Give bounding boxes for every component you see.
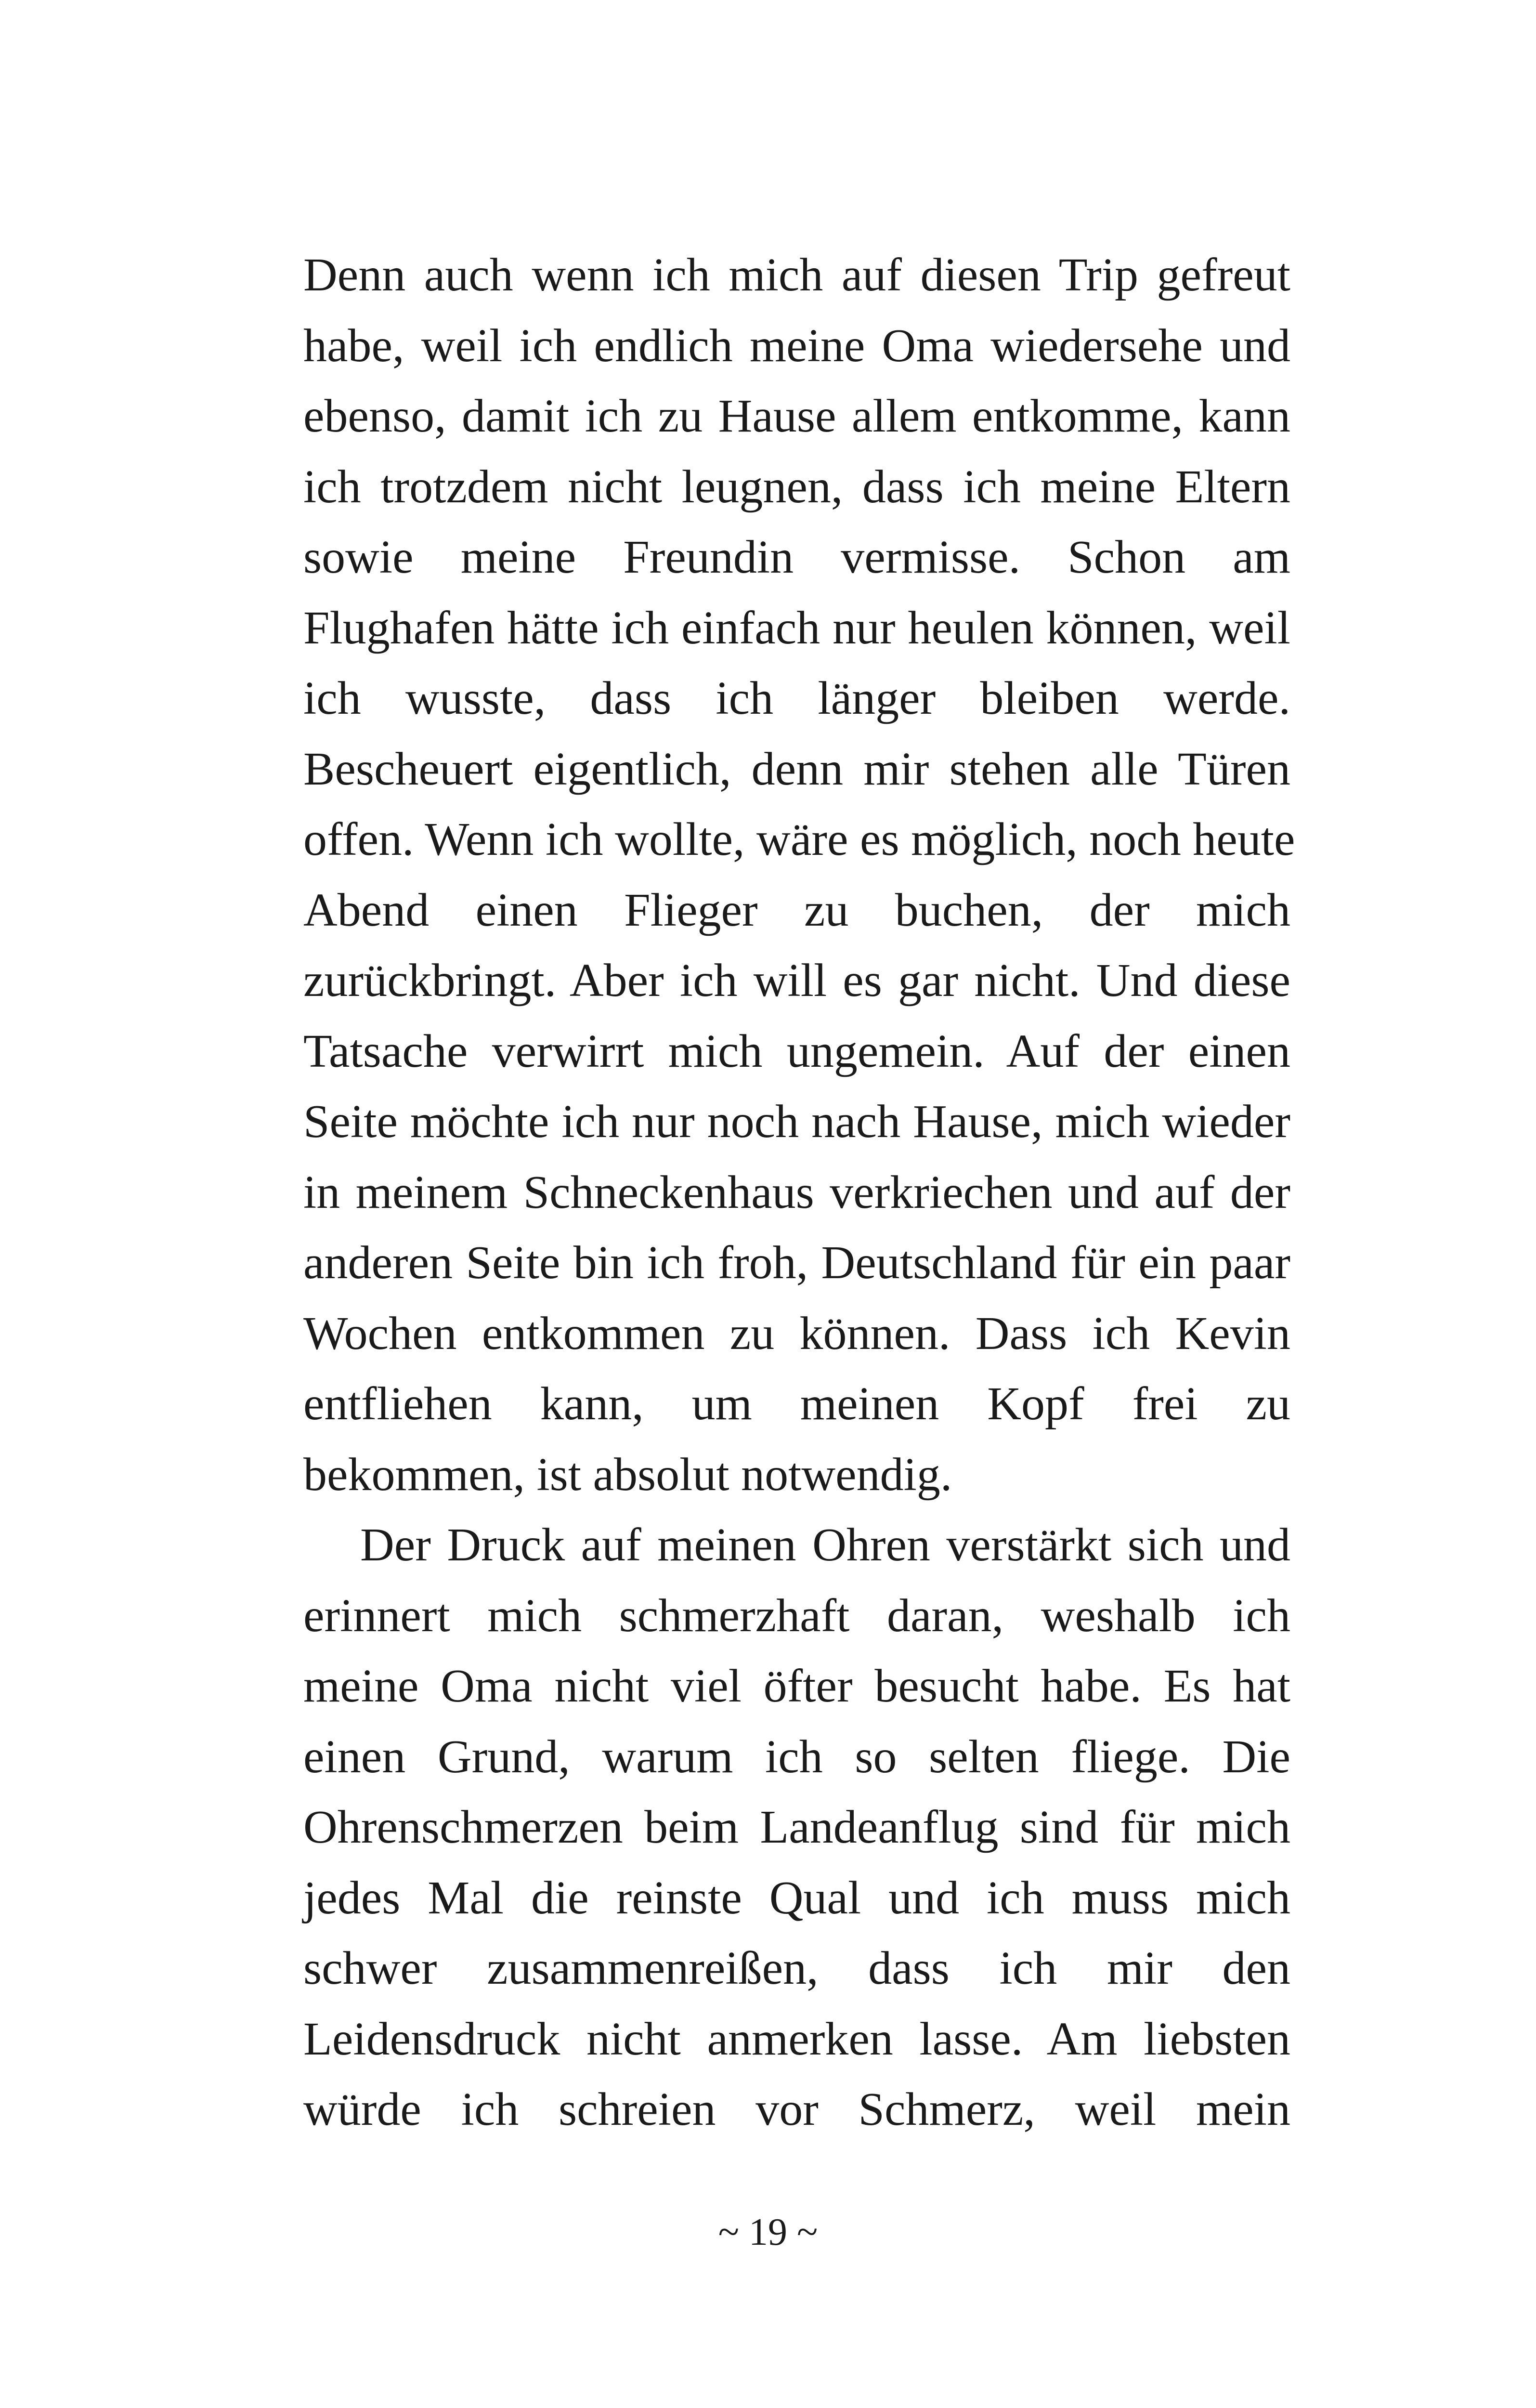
- text-line: jedes Mal die reinste Qual und ich muss mich: [303, 1871, 1290, 1924]
- text-line: ebenso, damit ich zu Hause allem entkomme, kann: [303, 390, 1290, 442]
- text-line: offen. Wenn ich wollte, wäre es möglich, noch heute: [303, 813, 1295, 865]
- text-line: Seite möchte ich nur noch nach Hause, mich wieder: [303, 1096, 1290, 1148]
- text-line: entfliehen kann, um meinen Kopf frei zu: [303, 1378, 1290, 1430]
- text-line: Bescheuert eigentlich, denn mir stehen alle Türen: [303, 743, 1290, 795]
- text-line: Tatsache verwirrt mich ungemein. Auf der einen: [303, 1025, 1290, 1077]
- text-line: Flughafen hätte ich einfach nur heulen können, weil: [303, 602, 1290, 654]
- text-line: schwer zusammenreißen, dass ich mir den: [303, 1942, 1290, 1994]
- text-line: Leidensdruck nicht anmerken lasse. Am liebsten: [303, 2013, 1290, 2065]
- page-number: ~ 19 ~: [718, 2211, 818, 2253]
- text-line: habe, weil ich endlich meine Oma wiedersehe und: [303, 319, 1290, 372]
- text-line: Der Druck auf meinen Ohren verstärkt sich und: [360, 1519, 1290, 1571]
- text-line: ich trotzdem nicht leugnen, dass ich meine Eltern: [303, 460, 1290, 513]
- text-line: Wochen entkommen zu können. Dass ich Kevin: [303, 1307, 1290, 1360]
- text-line: einen Grund, warum ich so selten fliege. Die: [303, 1730, 1290, 1783]
- text-line: ich wusste, dass ich länger bleiben werde.: [303, 672, 1290, 724]
- text-line: sowie meine Freundin vermisse. Schon am: [303, 531, 1290, 583]
- text-line: zurückbringt. Aber ich will es gar nicht. Und diese: [303, 955, 1290, 1007]
- text-line: bekommen, ist absolut notwendig.: [303, 1448, 952, 1501]
- text-line: Abend einen Flieger zu buchen, der mich: [303, 884, 1290, 936]
- text-line: meine Oma nicht viel öfter besucht habe. Es hat: [303, 1660, 1290, 1712]
- body-text: [303, 240, 1295, 2145]
- text-line: Ohrenschmerzen beim Landeanflug sind für mich: [303, 1801, 1290, 1853]
- text-line: erinnert mich schmerzhaft daran, weshalb ich: [303, 1589, 1290, 1642]
- text-line: würde ich schreien vor Schmerz, weil mein: [303, 2083, 1290, 2135]
- text-line: Denn auch wenn ich mich auf diesen Trip gefreut: [303, 249, 1290, 301]
- text-line: in meinem Schneckenhaus verkriechen und auf der: [303, 1166, 1290, 1218]
- text-line: anderen Seite bin ich froh, Deutschland für ein paar: [303, 1237, 1290, 1289]
